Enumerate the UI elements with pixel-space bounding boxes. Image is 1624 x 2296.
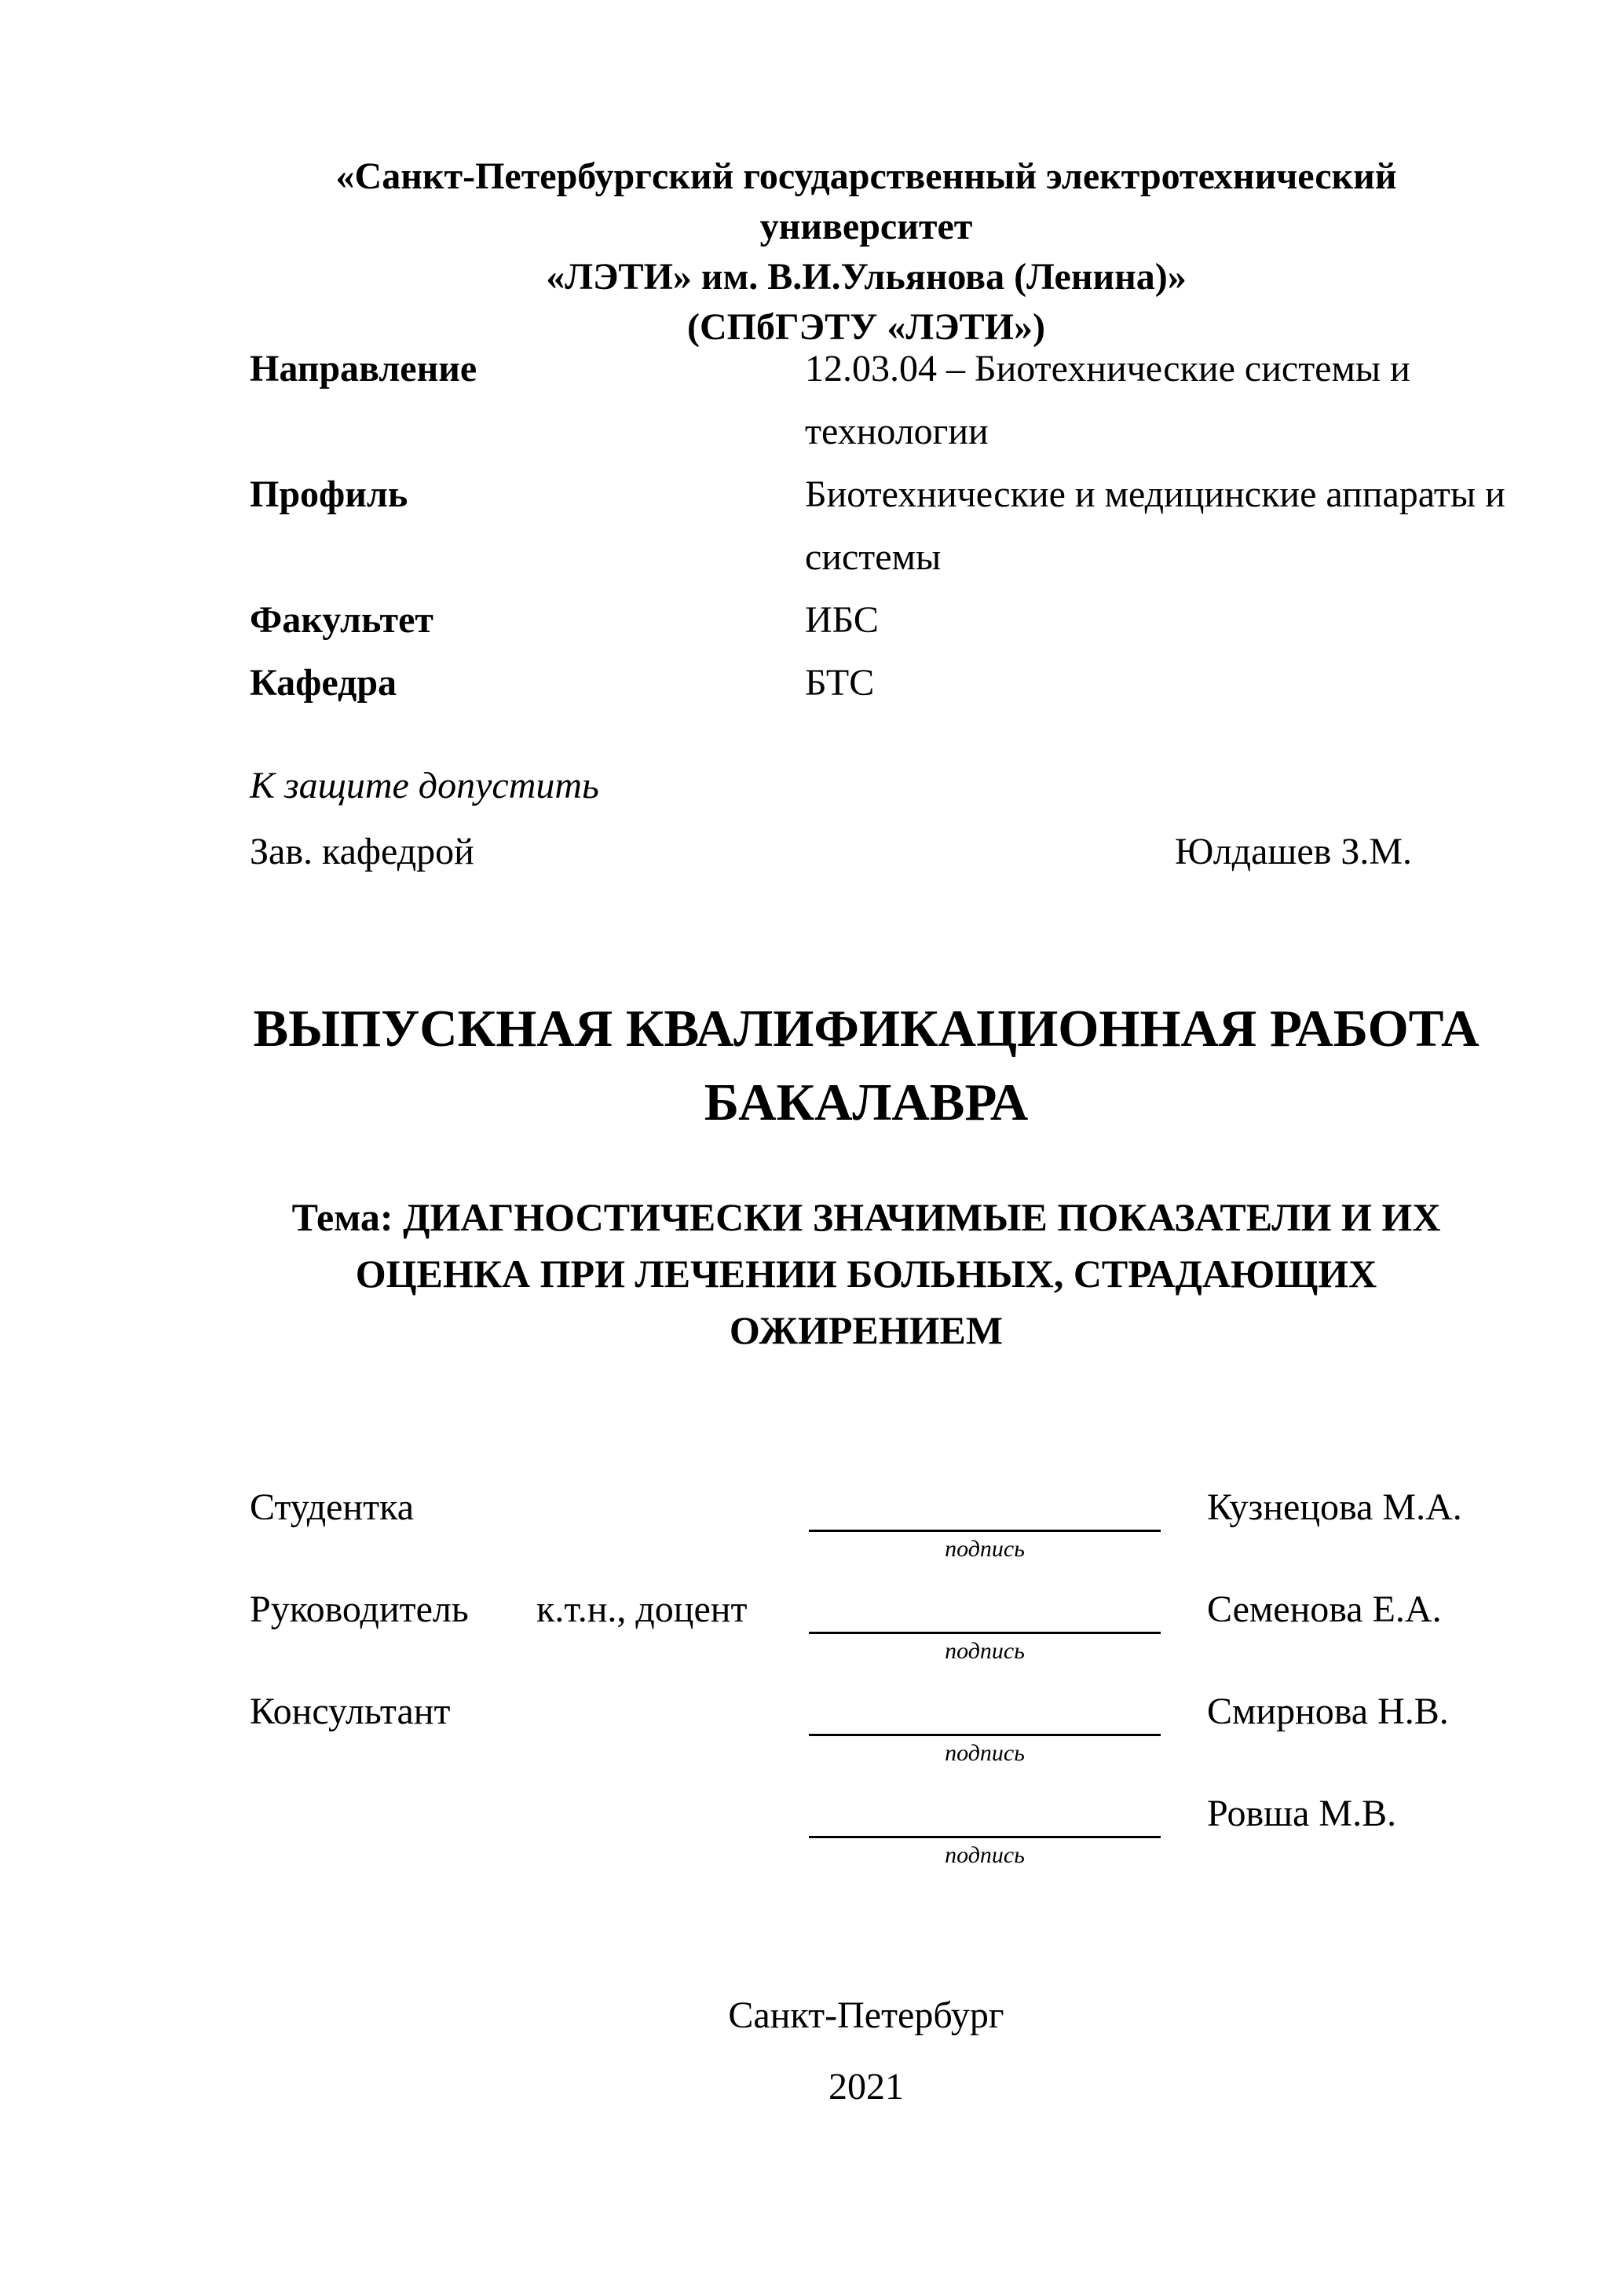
thesis-theme-line: ОЖИРЕНИЕМ <box>729 1308 1004 1352</box>
signature-line <box>809 1798 1161 1838</box>
signature-row-consultant <box>250 1690 1483 1792</box>
field-value: БТС <box>805 662 875 704</box>
signature-caption: подпись <box>945 1536 1025 1562</box>
signature-caption: подпись <box>945 1740 1025 1766</box>
signature-line <box>809 1594 1161 1634</box>
signature-qualifier: к.т.н., доцент <box>536 1589 748 1630</box>
thesis-title <box>250 992 1483 1139</box>
field-row-faculty <box>250 589 1538 652</box>
university-header <box>250 152 1483 353</box>
field-value: Биотехнические и медицинские аппараты и системы <box>805 473 1505 578</box>
signature-label: Руководитель <box>250 1589 469 1630</box>
field-value: 12.03.04 – Биотехнические системы и технологии <box>805 348 1410 452</box>
field-row-direction <box>250 338 1538 463</box>
signatory-name: Смирнова Н.В. <box>1207 1691 1449 1732</box>
signature-row-second-consultant <box>250 1792 1483 1894</box>
signature-row-supervisor <box>250 1588 1483 1690</box>
university-header-line: (СПбГЭТУ «ЛЭТИ») <box>687 306 1045 348</box>
thesis-theme-line: Тема: ДИАГНОСТИЧЕСКИ ЗНАЧИМЫЕ ПОКАЗАТЕЛИ И ИХ <box>291 1195 1441 1239</box>
field-value: ИБС <box>805 599 879 641</box>
signatory-name: Кузнецова М.А. <box>1207 1486 1462 1528</box>
field-label: Кафедра <box>250 662 397 704</box>
university-header-line: «ЛЭТИ» им. В.И.Ульянова (Ленина)» <box>546 256 1187 298</box>
signatory-name: Ровша М.В. <box>1207 1793 1397 1834</box>
footer-city: Санкт-Петербург <box>728 1994 1004 2036</box>
thesis-theme <box>250 1189 1483 1358</box>
field-label: Направление <box>250 348 477 389</box>
signature-label: Консультант <box>250 1691 451 1732</box>
thesis-title-line: БАКАЛАВРА <box>704 1073 1029 1132</box>
page-footer <box>250 1980 1483 2122</box>
signature-block <box>250 1486 1483 1894</box>
field-row-profile <box>250 463 1538 589</box>
admission-block <box>250 753 1483 885</box>
footer-year: 2021 <box>828 2066 904 2108</box>
signature-line <box>809 1492 1161 1532</box>
field-label: Профиль <box>250 473 408 515</box>
field-row-department <box>250 652 1538 715</box>
signature-line <box>809 1696 1161 1736</box>
admission-note: К защите допустить <box>250 765 599 806</box>
thesis-title-line: ВЫПУСКНАЯ КВАЛИФИКАЦИОННАЯ РАБОТА <box>253 1000 1480 1058</box>
field-label: Факультет <box>250 599 433 641</box>
admission-row <box>250 819 1483 885</box>
university-header-line: «Санкт-Петербургский государственный электротехнический университет <box>335 155 1397 247</box>
thesis-theme-line: ОЦЕНКА ПРИ ЛЕЧЕНИИ БОЛЬНЫХ, СТРАДАЮЩИХ <box>355 1252 1377 1296</box>
department-head-name: Юлдашев З.М. <box>1175 831 1413 872</box>
signatory-name: Семенова Е.А. <box>1207 1589 1442 1630</box>
admission-role: Зав. кафедрой <box>250 831 474 872</box>
signature-label: Студентка <box>250 1486 414 1528</box>
signature-caption: подпись <box>945 1638 1025 1664</box>
program-fields <box>250 338 1538 715</box>
signature-caption: подпись <box>945 1842 1025 1868</box>
signature-row-student <box>250 1486 1483 1588</box>
